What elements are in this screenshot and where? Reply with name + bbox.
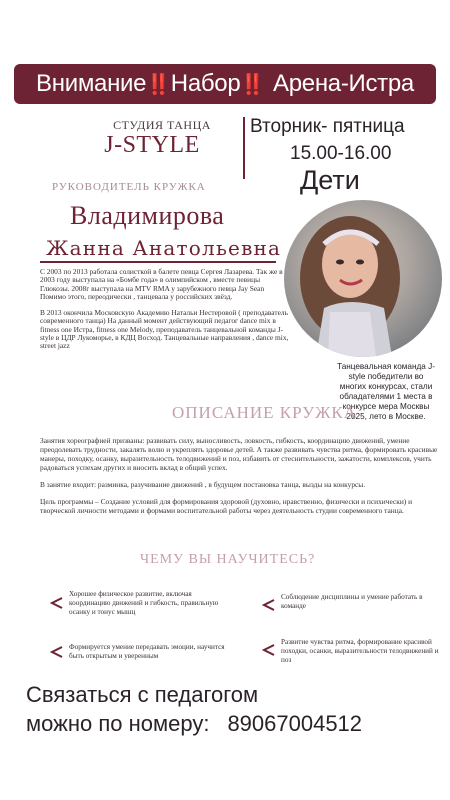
bio-paragraph: С 2003 по 2013 работала солисткой в балете певца Сергея Лазарева. Так же в 2003 году выступала на «Бомбе года» в олимпийском , вместе певицы Глюкозы. 2008г выступала на MTV RMA у зарубежного певца Jay Sean Помимо этого, переодически , танцевала у российских звёзд. bbox=[40, 267, 283, 301]
schedule-time: 15.00-16.00 bbox=[290, 143, 392, 164]
teacher-names: Жанна Анатольевна bbox=[46, 236, 282, 260]
learn-item: Развитие чувства ритма, формирование красивой походки, осанки, выразительности телодвижений и поз bbox=[281, 638, 439, 664]
name-underline bbox=[40, 261, 276, 263]
contact-block bbox=[26, 680, 362, 738]
description-title: ОПИСАНИЕ КРУЖКА bbox=[172, 403, 358, 422]
teacher-surname: Владимирова bbox=[70, 201, 225, 230]
learn-item: Хорошее физическое развитие, включая координацию движений и гибкость, правильную осанку и тонус мышц bbox=[69, 590, 219, 616]
phone-number[interactable]: 89067004512 bbox=[227, 711, 363, 736]
description-paragraph: Занятия хореографией призваны: развивать силу, выносливость, ловкость, гибкость, координацию движений, умение преодолевать трудности, закалять волю и укреплять здоровье детей. А также развивать чувства ритма, формировать красивые манеры, походку, осанку, выразительность телодвижений и поз, избавить от стеснительности, зажатости, комплексов, учить радоваться успехам других и вносить вклад в общий успех. bbox=[40, 436, 438, 472]
double-exclamation-icon: ‼️ bbox=[240, 73, 266, 96]
contact-line: Связаться с педагогом bbox=[26, 682, 259, 707]
triangle-bullet-icon bbox=[262, 643, 276, 657]
learn-item: Соблюдение дисциплины и умение работать в команде bbox=[281, 593, 423, 610]
studio-label: СТУДИЯ ТАНЦА bbox=[113, 118, 211, 132]
banner-text-location: Арена-Истра bbox=[273, 70, 414, 97]
banner-text-enrollment: Набор bbox=[170, 70, 241, 97]
teacher-photo bbox=[284, 200, 442, 357]
teacher-role: РУКОВОДИТЕЛЬ КРУЖКА bbox=[52, 181, 206, 193]
divider bbox=[243, 117, 245, 179]
triangle-bullet-icon bbox=[50, 645, 64, 659]
triangle-bullet-icon bbox=[262, 598, 276, 612]
learn-title: ЧЕМУ ВЫ НАУЧИТЕСЬ? bbox=[140, 552, 316, 567]
description-paragraph: В занятие входит: разминка, разучивание движений , в будущем постановка танца, вызды на конкурсы. bbox=[40, 480, 366, 489]
announcement-banner bbox=[14, 64, 436, 104]
description-body bbox=[40, 436, 438, 523]
triangle-bullet-icon bbox=[50, 596, 64, 610]
contact-line: можно по номеру: bbox=[26, 711, 210, 736]
learn-item: Формируется умение передавать эмоции, научится быть открытым и уверенным bbox=[69, 643, 225, 660]
double-exclamation-icon: ‼️ bbox=[146, 73, 171, 96]
team-achievement-note: Танцевальная команда J-style победители во многих конкурсах, стали обладателями 1 места в конкурсе мера Москвы 2025, лето в Москве. bbox=[337, 362, 435, 421]
studio-name: J-STYLE bbox=[104, 132, 200, 158]
schedule-days: Вторник- пятница bbox=[250, 116, 405, 137]
portrait-illustration bbox=[284, 200, 442, 357]
teacher-bio bbox=[40, 268, 290, 359]
schedule-group: Дети bbox=[300, 165, 360, 195]
banner-text-attention: Внимание bbox=[36, 70, 147, 97]
description-paragraph: Цель программы – Создание условий для формирования здоровой (духовно, нравственно, физически и психически) и творческой личности методами и формами воспитательной работы через деятельность студии современного танца. bbox=[40, 497, 413, 515]
bio-paragraph: В 2013 окончила Московскую Академию Натальи Нестеровой ( преподаватель современного танца) На данный момент действующий педагог dance mix в fitness one Истра, fitness one Melody, преподаватель танцевальной команды J-style в ЦДР Лукоморье, в КДЦ Восход. Танцевальные направления , dance mix, street jazz bbox=[40, 308, 289, 351]
